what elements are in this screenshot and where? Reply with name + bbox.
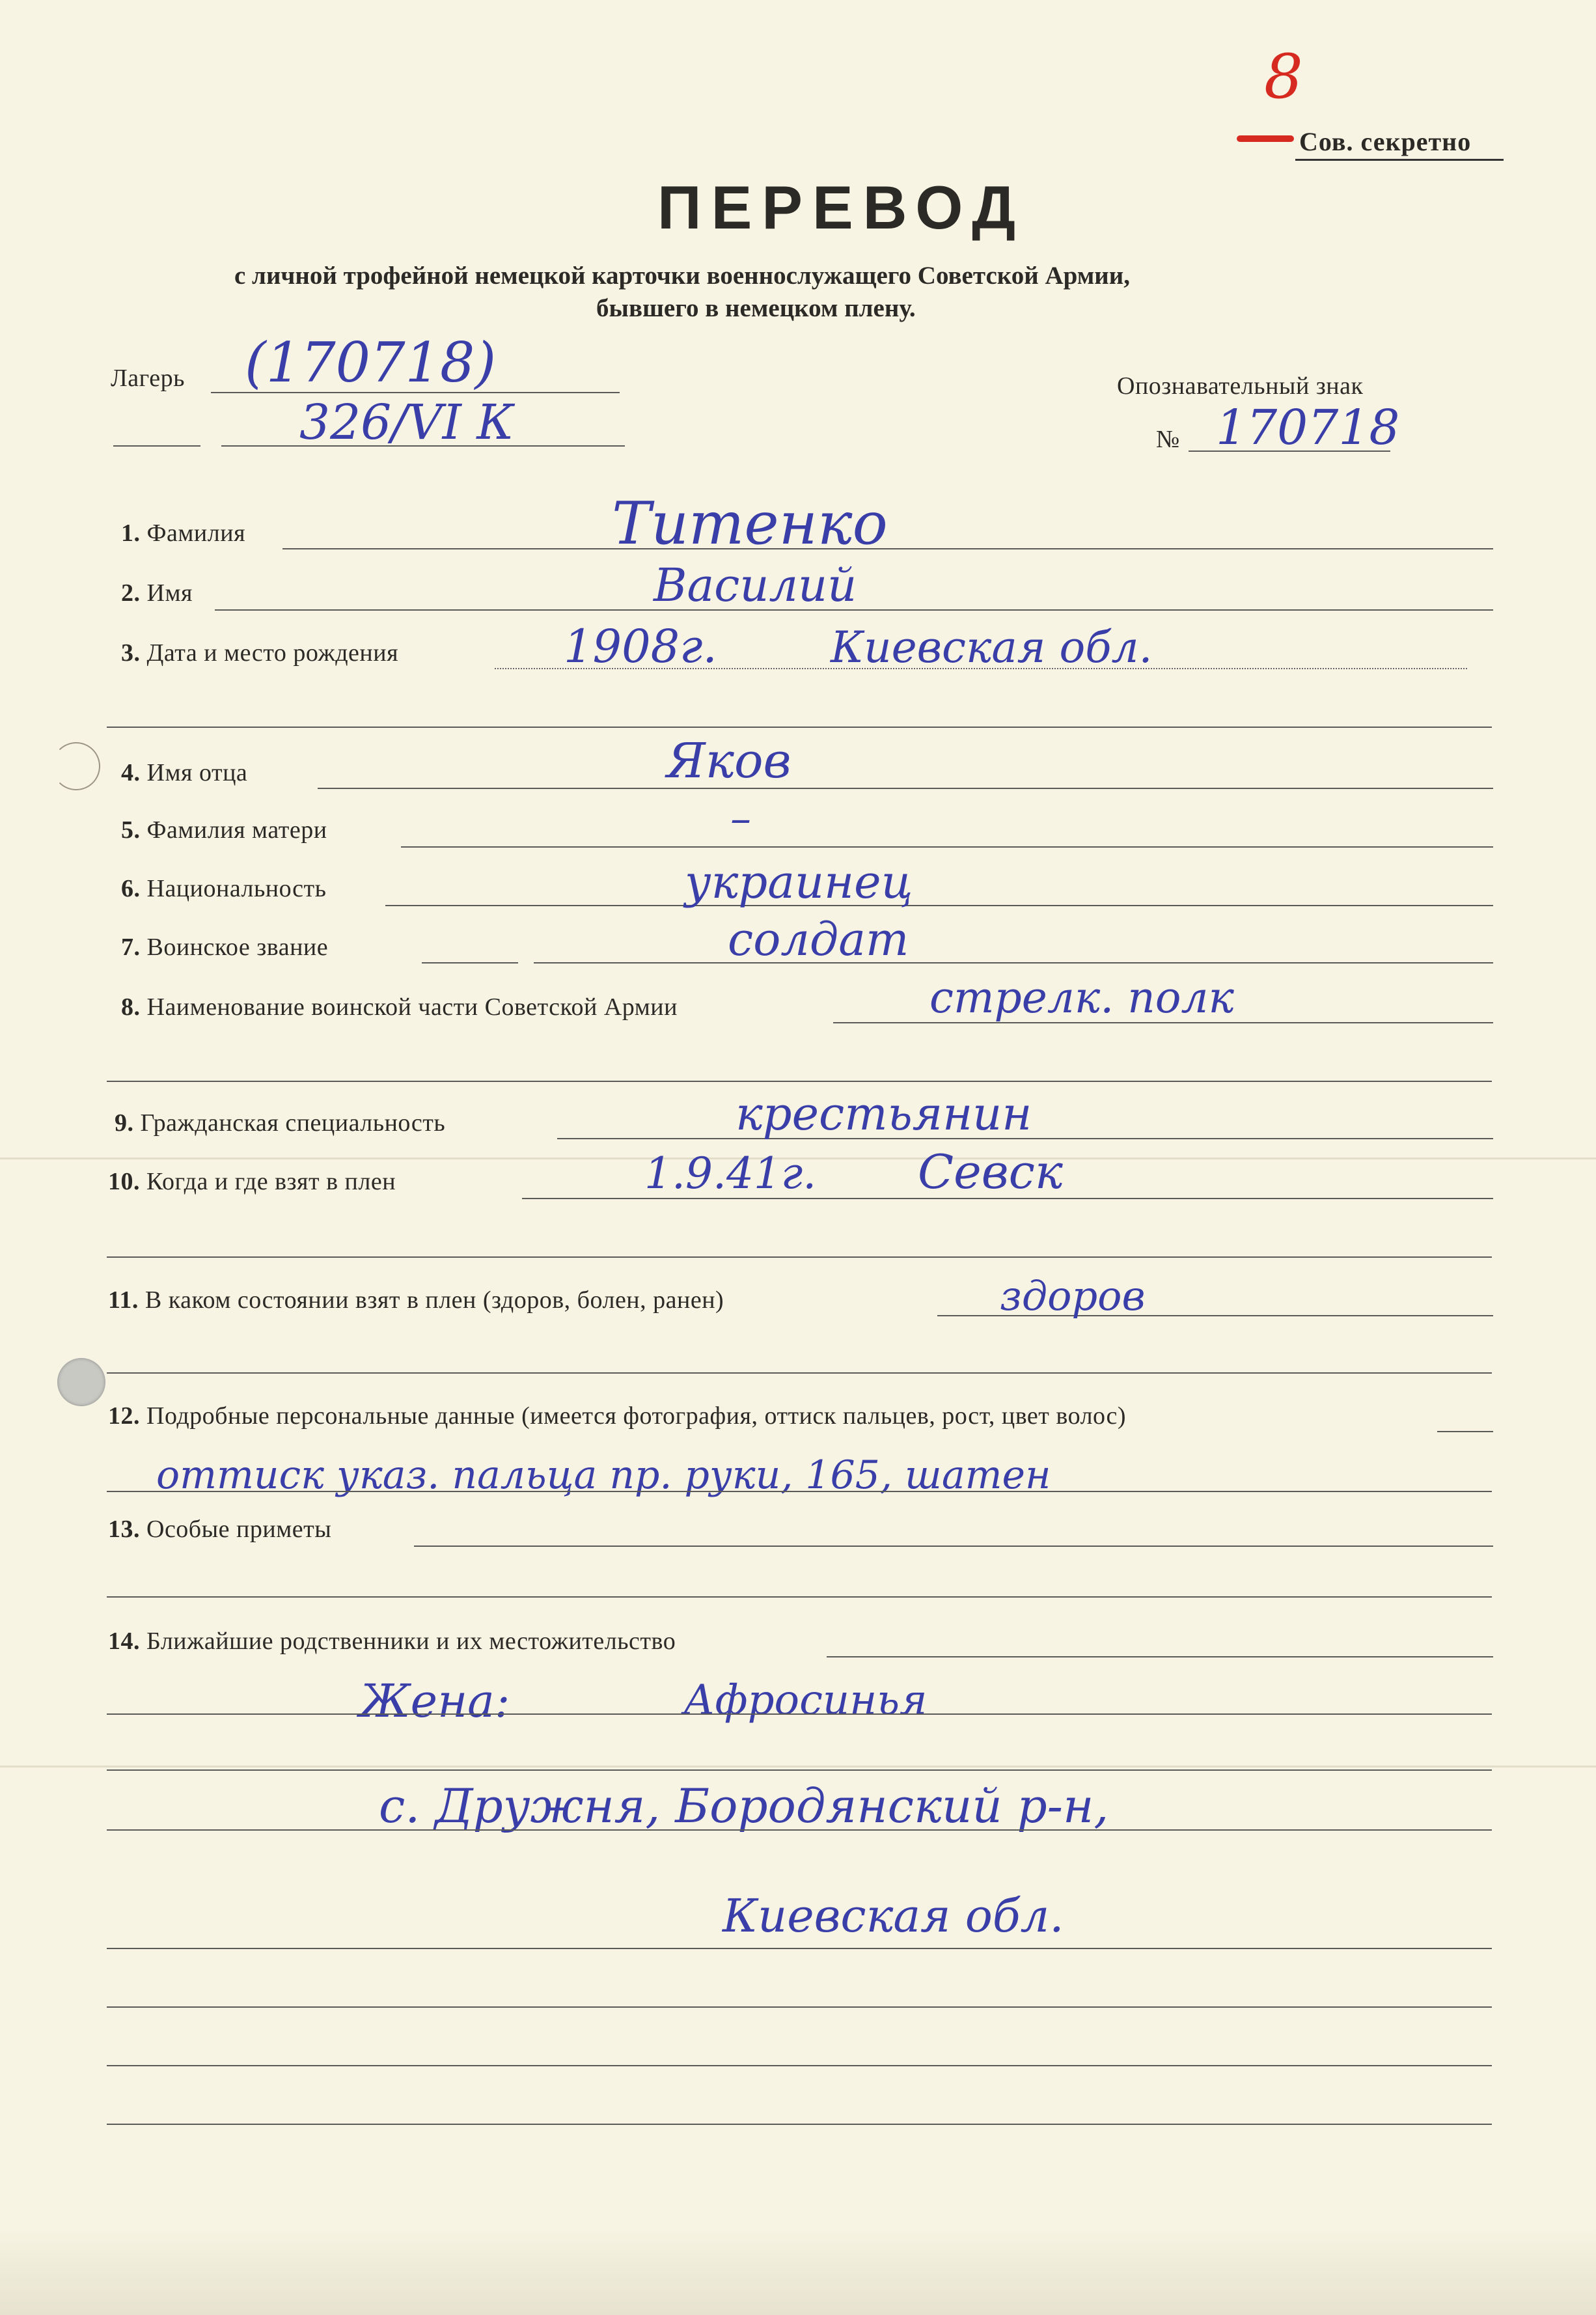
field-3-rule-2 [107,727,1492,728]
field-14-address-line-1: с. Дружня, Бородянский р-н, [379,1779,1109,1833]
camp-rule-2a [113,445,200,447]
field-7-rule-a [422,962,518,963]
field-13-label: 13. Особые приметы [108,1516,332,1543]
field-11-rule-2 [107,1372,1492,1374]
field-14-address-line-2: Киевская обл. [722,1889,1064,1943]
field-14-rule-2 [107,1713,1492,1715]
field-14-rule-3 [107,1769,1492,1771]
punch-hole [52,742,100,790]
field-4-value: Яков [667,733,791,789]
field-13-rule [414,1546,1493,1547]
field-8-rule-2 [107,1081,1492,1082]
classification-rule [1295,159,1504,161]
field-1-value: Титенко [612,490,888,558]
field-9-label: 9. Гражданская специальность [115,1109,446,1137]
field-10-rule-2 [107,1256,1492,1258]
field-14-rule [827,1656,1493,1657]
field-8-value: стрелк. полк [929,973,1234,1023]
field-4-rule [318,788,1493,789]
document-title: ПЕРЕВОД [657,173,1026,242]
field-11-value: здоров [1000,1272,1146,1320]
field-7-rule-b [534,962,1493,963]
field-14-rule-8 [107,2124,1492,2125]
field-12-rule [1437,1431,1493,1432]
camp-value-1: (170718) [245,331,497,395]
field-14-label: 14. Ближайшие родственники и их местожительство [108,1628,676,1655]
field-7-value: солдат [728,913,909,966]
field-6-rule [385,905,1493,906]
field-14-rule-6 [107,2006,1492,2008]
red-underline [1237,135,1294,142]
subtitle-line-2: бывшего в немецком плену. [596,294,916,322]
sheet-number: 8 [1264,42,1303,113]
paper-fold [0,1766,1596,1767]
field-3-label: 3. Дата и место рождения [121,639,399,667]
field-14-rule-4 [107,1829,1492,1831]
field-1-rule [282,548,1493,549]
field-3-value-date: 1908г. [564,620,717,673]
field-7-label: 7. Воинское звание [121,934,329,961]
field-14-relation: Жена: [359,1674,510,1728]
field-13-rule-2 [107,1596,1492,1598]
subtitle-line-1: с личной трофейной немецкой карточки военнослужащего Советской Армии, [234,262,1130,290]
field-14-relative-name: Афросинья [683,1676,928,1725]
field-10-value-place: Севск [918,1144,1063,1199]
field-3-value-place: Киевская обл. [831,622,1153,672]
field-9-value: крестьянин [736,1087,1032,1141]
field-12-rule-2 [107,1491,1492,1492]
field-5-value: – [730,795,751,843]
classification-stamp: Сов. секретно [1299,127,1472,156]
field-6-value: украинец [685,855,913,909]
camp-label: Лагерь [111,365,185,392]
field-14-rule-5 [107,1948,1492,1949]
field-8-label: 8. Наименование воинской части Советской Армии [121,993,678,1021]
id-tag-no-label: № [1156,426,1180,453]
field-6-label: 6. Национальность [121,875,327,902]
field-11-label: 11. В каком состоянии взят в плен (здоров, болен, ранен) [108,1286,724,1314]
field-1-label: 1. Фамилия [121,520,246,547]
camp-value-2: 326/VI К [299,395,514,451]
field-2-value: Василий [654,559,857,612]
field-10-label: 10. Когда и где взят в плен [108,1168,396,1195]
paper-edge-shadow [0,2226,1596,2315]
field-12-label: 12. Подробные персональные данные (имеется фотография, оттиск пальцев, рост, цвет волос) [108,1402,1126,1430]
punch-hole [57,1358,105,1406]
field-4-label: 4. Имя отца [121,759,248,786]
field-10-value-date: 1.9.41г. [644,1148,817,1199]
id-tag-value: 170718 [1216,400,1400,456]
field-2-label: 2. Имя [121,579,193,607]
field-12-value: оттиск указ. пальца пр. руки, 165, шатен [156,1452,1051,1498]
id-tag-label: Опознавательный знак [1117,372,1364,400]
field-14-rule-7 [107,2065,1492,2066]
field-5-rule [401,846,1493,848]
field-5-label: 5. Фамилия матери [121,816,327,844]
